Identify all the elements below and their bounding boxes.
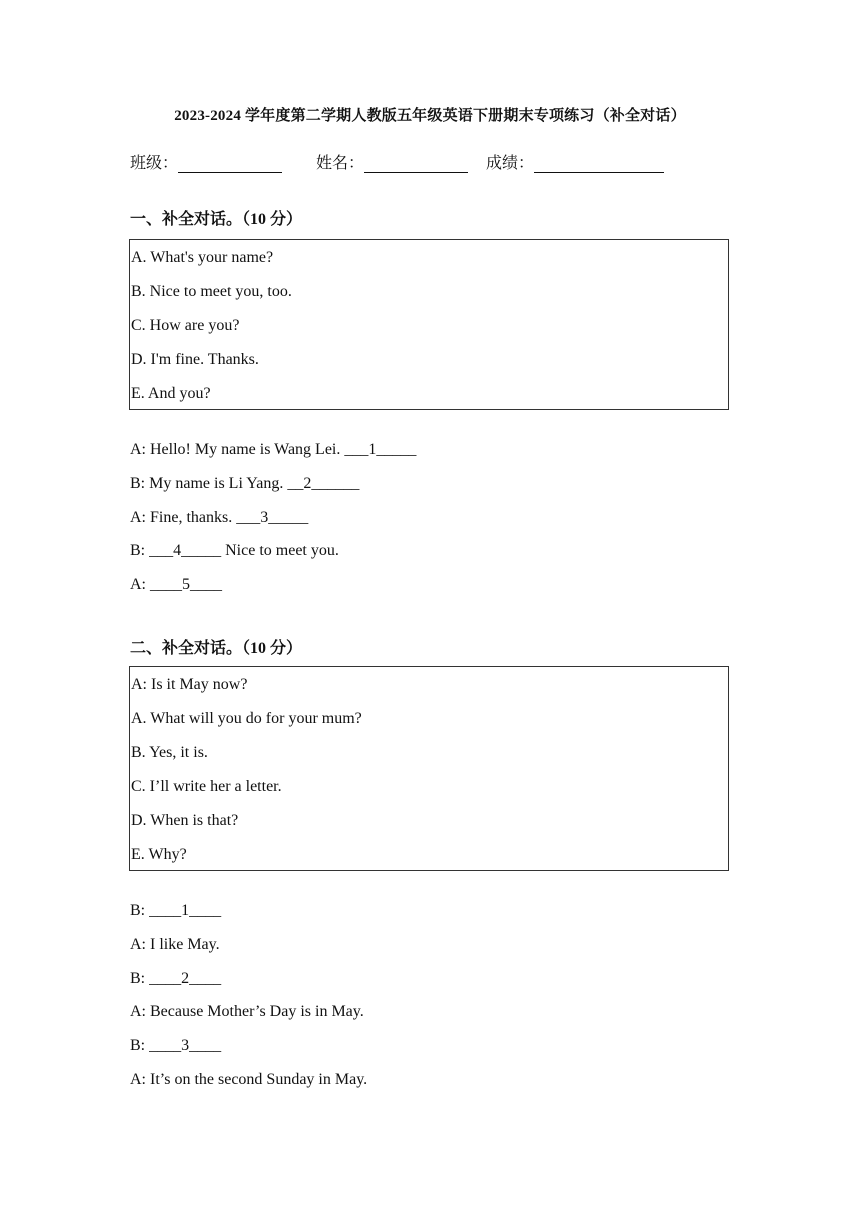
page-title: 2023-2024 学年度第二学期人教版五年级英语下册期末专项练习（补全对话）: [174, 108, 686, 124]
dialogue-line: B: My name is Li Yang. __2______: [130, 475, 360, 492]
option-item: B. Yes, it is.: [131, 744, 208, 761]
dialogue-line: B: ____2____: [130, 970, 222, 987]
section2-heading: 二、补全对话。（10 分）: [130, 640, 303, 657]
dialogue-line: A: Hello! My name is Wang Lei. ___1_____: [130, 441, 417, 458]
option-item: E. Why?: [131, 846, 187, 863]
dialogue-line: B: ____3____: [130, 1037, 222, 1054]
class-label: 班级：: [130, 155, 179, 172]
class-blank[interactable]: [178, 154, 282, 173]
dialogue-line: A: Because Mother’s Day is in May.: [130, 1003, 364, 1020]
option-item: A. What will you do for your mum?: [131, 710, 362, 727]
dialogue-line: B: ____1____: [130, 902, 222, 919]
section2-options-box: [129, 666, 729, 871]
option-item: A: Is it May now?: [131, 676, 248, 693]
option-item: C. How are you?: [131, 317, 240, 334]
dialogue-line: A: I like May.: [130, 936, 220, 953]
option-item: C. I’ll write her a letter.: [131, 778, 282, 795]
score-blank[interactable]: [534, 154, 664, 173]
option-item: B. Nice to meet you, too.: [131, 283, 292, 300]
dialogue-line: A: It’s on the second Sunday in May.: [130, 1071, 368, 1088]
name-label: 姓名：: [316, 155, 365, 172]
option-item: E. And you?: [131, 385, 211, 402]
name-blank[interactable]: [364, 154, 468, 173]
score-label: 成绩：: [486, 155, 535, 172]
option-item: D. I'm fine. Thanks.: [131, 351, 259, 368]
dialogue-line: B: ___4_____ Nice to meet you.: [130, 542, 339, 559]
option-item: D. When is that?: [131, 812, 239, 829]
dialogue-line: A: Fine, thanks. ___3_____: [130, 509, 309, 526]
dialogue-line: A: ____5____: [130, 576, 222, 593]
section1-options-box: [129, 239, 729, 410]
option-item: A. What's your name?: [131, 249, 274, 266]
student-info-row: [130, 150, 664, 173]
section1-heading: 一、补全对话。（10 分）: [130, 211, 303, 228]
